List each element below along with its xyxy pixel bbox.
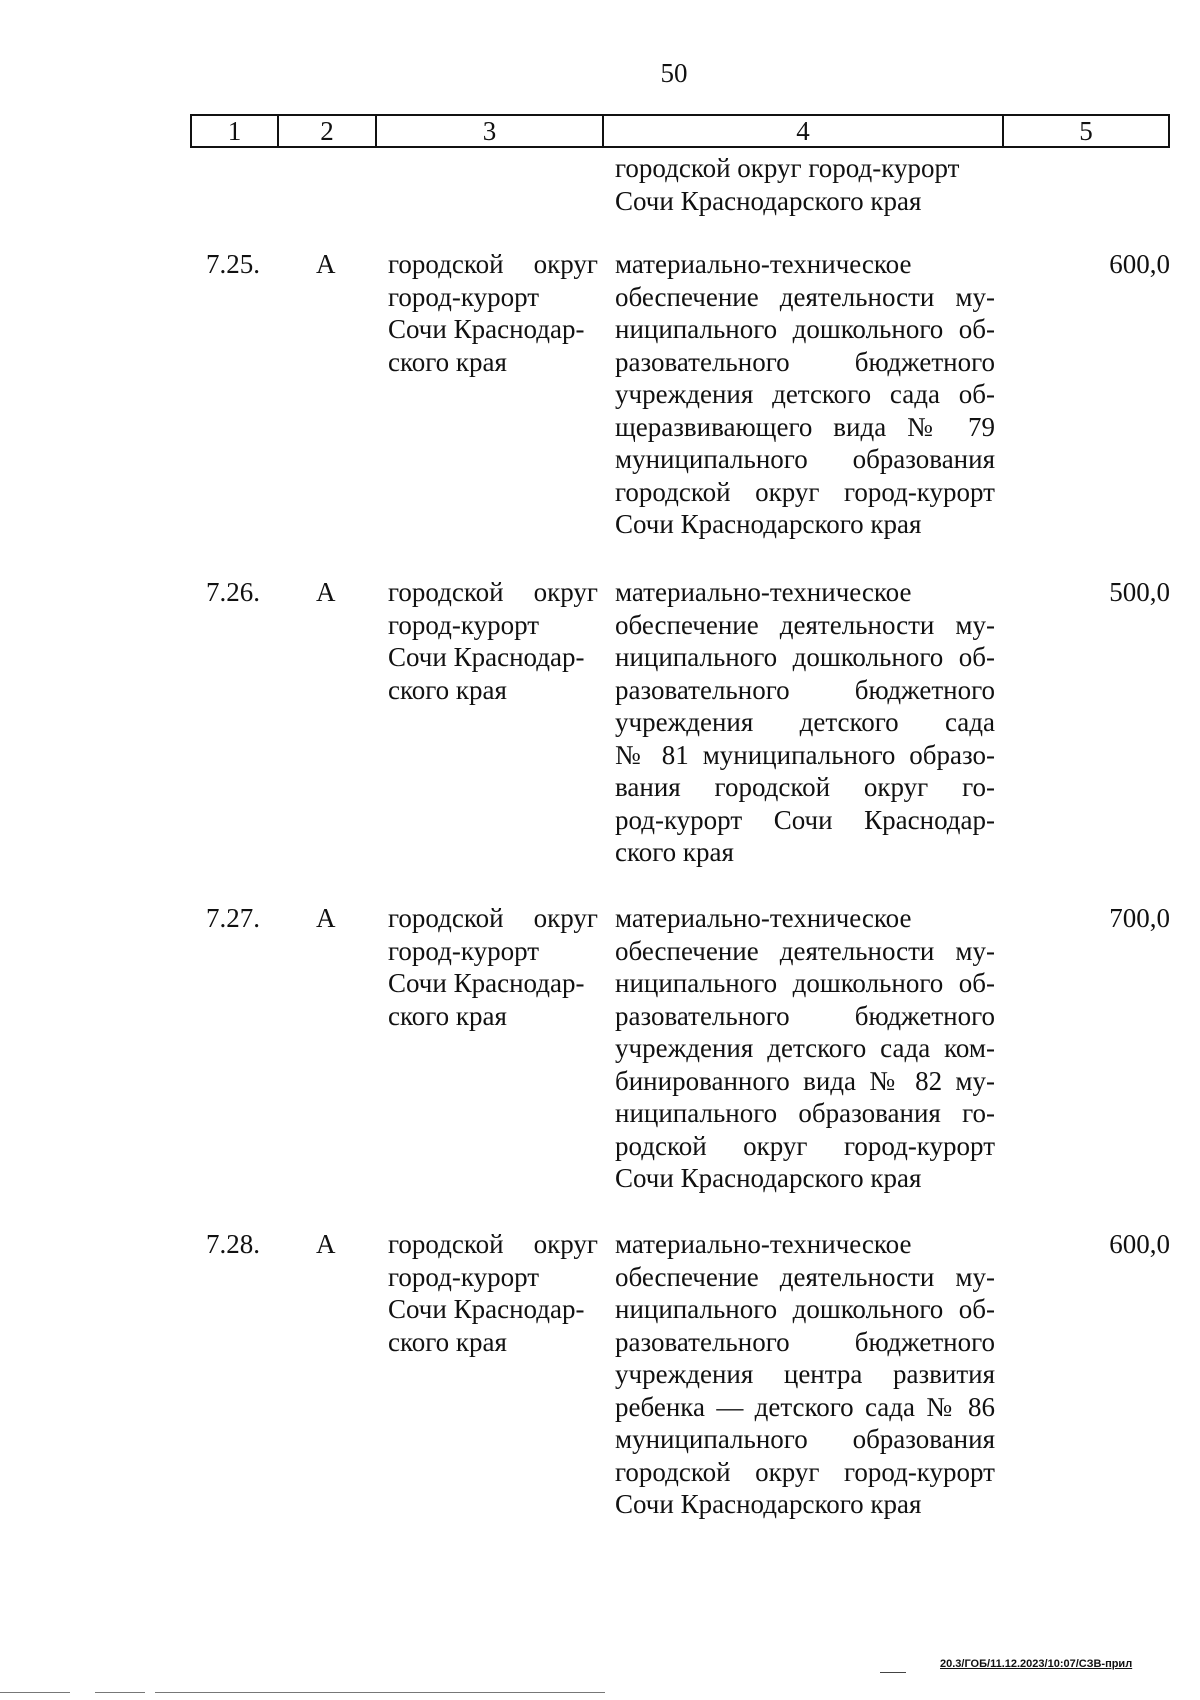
table-header (190, 114, 1170, 148)
desc-line: вания городской округ го- (615, 772, 995, 802)
region-line: Сочи Краснодар- (388, 642, 585, 672)
desc-line: бинированного вида № 82 му- (615, 1065, 995, 1096)
desc-line: материально-техническое (615, 1229, 912, 1259)
row-letter: А (316, 249, 336, 279)
continuation-text (615, 152, 995, 217)
desc-line: ниципального дошкольного об- (615, 314, 995, 344)
region-line: городской округ (388, 249, 598, 279)
row-number: 7.27. (206, 903, 260, 933)
row-region (388, 1228, 598, 1358)
row-region (388, 248, 598, 378)
desc-line: учреждения центра развития (615, 1359, 995, 1389)
row-letter: А (316, 577, 336, 607)
desc-line: муниципального образования (615, 444, 995, 474)
page-number: 50 (660, 58, 688, 88)
region-line: ского края (388, 346, 507, 377)
desc-line: род-курорт Сочи Краснодар- (615, 804, 995, 835)
row-description (615, 576, 995, 869)
desc-line: щеразвивающего вида № 79 (615, 411, 995, 442)
region-line: Сочи Краснодар- (388, 314, 585, 344)
desc-line: Сочи Краснодарского края (615, 1163, 922, 1193)
desc-line: разовательного бюджетного (615, 346, 995, 377)
desc-line: разовательного бюджетного (615, 674, 995, 705)
region-line: город-курорт (388, 1261, 540, 1292)
desc-line: ского края (615, 837, 734, 867)
footer-dash (880, 1672, 906, 1673)
desc-line: городской округ город-курорт (615, 476, 995, 507)
document-code: 20.3/ГОБ/11.12.2023/10:07/СЗВ-прил (940, 1658, 1133, 1670)
region-line: городской округ (388, 577, 598, 607)
header-cell-2: 2 (279, 116, 377, 146)
desc-line: обеспечение деятельности му- (615, 1261, 995, 1292)
desc-line: Сочи Краснодарского края (615, 1489, 922, 1519)
region-line: Сочи Краснодар- (388, 968, 585, 998)
row-description (615, 248, 995, 541)
scan-rule (155, 1692, 605, 1693)
region-line: ского края (388, 674, 507, 705)
region-line: ского края (388, 1326, 507, 1357)
desc-line: учреждения детского сада об- (615, 379, 995, 409)
row-region (388, 576, 598, 706)
header-cell-3: 3 (377, 116, 604, 146)
header-cell-1: 1 (192, 116, 279, 146)
region-line: город-курорт (388, 609, 540, 640)
row-number: 7.26. (206, 577, 260, 607)
row-amount: 500,0 (1109, 577, 1170, 607)
region-line: городской округ (388, 903, 598, 933)
desc-line: ниципального дошкольного об- (615, 1294, 995, 1324)
desc-line: ниципального дошкольного об- (615, 968, 995, 998)
header-cell-5: 5 (1079, 116, 1093, 146)
region-line: Сочи Краснодар- (388, 1294, 585, 1324)
desc-line: разовательного бюджетного (615, 1000, 995, 1031)
continuation-line: Сочи Краснодарского края (615, 185, 922, 216)
desc-line: родской округ город-курорт (615, 1130, 995, 1161)
desc-line: ниципального дошкольного об- (615, 642, 995, 672)
desc-line: материально-техническое (615, 577, 912, 607)
desc-line: материально-техническое (615, 249, 912, 279)
desc-line: муниципального образования (615, 1424, 995, 1454)
header-cell-4: 4 (604, 116, 1004, 146)
desc-line: материально-техническое (615, 903, 912, 933)
desc-line: разовательного бюджетного (615, 1326, 995, 1357)
desc-line: обеспечение деятельности му- (615, 609, 995, 640)
row-description (615, 1228, 995, 1521)
scan-rule (0, 1692, 70, 1693)
desc-line: ребенка — детского сада № 86 (615, 1391, 995, 1422)
desc-line: обеспечение деятельности му- (615, 935, 995, 966)
region-line: город-курорт (388, 935, 540, 966)
desc-line: обеспечение деятельности му- (615, 281, 995, 312)
desc-line: учреждения детского сада ком- (615, 1033, 995, 1063)
row-amount: 600,0 (1109, 1229, 1170, 1259)
desc-line: учреждения детского сада (615, 707, 995, 737)
row-letter: А (316, 903, 336, 933)
desc-line: № 81 муниципального образо- (615, 739, 995, 770)
desc-line: ниципального образования го- (615, 1098, 995, 1128)
continuation-line: городской округ город-курорт (615, 153, 960, 183)
row-letter: А (316, 1229, 336, 1259)
row-description (615, 902, 995, 1195)
row-amount: 700,0 (1109, 903, 1170, 933)
row-number: 7.25. (206, 249, 260, 279)
desc-line: Сочи Краснодарского края (615, 509, 922, 539)
region-line: ского края (388, 1000, 507, 1031)
row-number: 7.28. (206, 1229, 260, 1259)
scan-rule (95, 1692, 145, 1693)
desc-line: городской округ город-курорт (615, 1456, 995, 1487)
region-line: город-курорт (388, 281, 540, 312)
row-region (388, 902, 598, 1032)
row-amount: 600,0 (1109, 249, 1170, 279)
region-line: городской округ (388, 1229, 598, 1259)
